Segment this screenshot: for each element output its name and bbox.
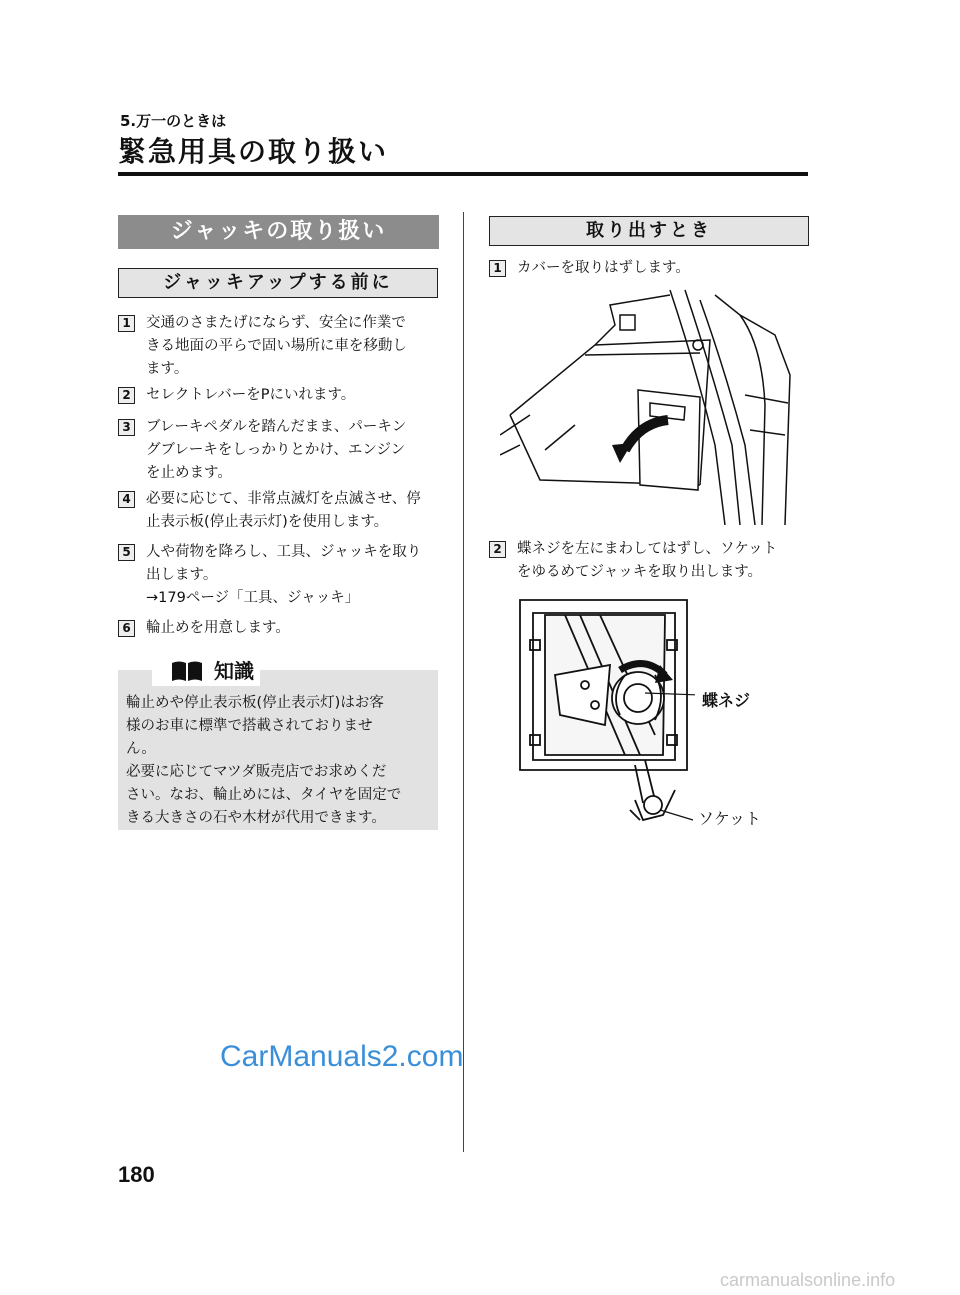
right-step-1 — [489, 257, 819, 280]
left-subheading: ジャッキアップする前に — [118, 268, 438, 298]
right-step-2 — [489, 538, 819, 584]
section-banner: ジャッキの取り扱い — [118, 215, 439, 249]
step-number: 5 — [118, 544, 135, 561]
step-number: 1 — [118, 315, 135, 332]
watermark: CarManuals2.com — [220, 1040, 464, 1073]
left-step-5 — [118, 541, 448, 610]
chapter-label: 5.万一のときは — [120, 112, 227, 130]
wing-bolt-label: 蝶ネジ — [702, 691, 751, 710]
left-step-4 — [118, 488, 448, 534]
step-number: 6 — [118, 620, 135, 637]
step-text: ブレーキペダルを踏んだまま、パーキン グブレーキをしっかりとかけ、エンジン を止めます。 — [146, 419, 407, 481]
knowledge-title: 知識 — [214, 659, 254, 683]
step-number: 2 — [489, 541, 506, 558]
book-icon — [170, 659, 204, 683]
left-step-6 — [118, 617, 448, 640]
page-title: 緊急用具の取り扱い — [118, 135, 389, 168]
left-step-3 — [118, 416, 448, 485]
step-text: 輪止めを用意します。 — [146, 620, 290, 636]
step-number: 3 — [118, 419, 135, 436]
step-text: 交通のさまたげにならず、安全に作業で きる地面の平らで固い場所に車を移動し ます。 — [146, 315, 407, 377]
step-number: 1 — [489, 260, 506, 277]
cover-removal-illustration — [500, 285, 800, 530]
step-text: 蝶ネジを左にまわしてはずし、ソケット をゆるめてジャッキを取り出します。 — [517, 541, 778, 580]
step-text: セレクトレバーをPにいれます。 — [146, 387, 356, 403]
page-number: 180 — [118, 1162, 155, 1187]
title-rule — [118, 172, 808, 176]
footer-watermark: carmanualsonline.info — [720, 1270, 896, 1290]
step-text: 人や荷物を降ろし、工具、ジャッキを取り 出します。 →179ページ「工具、ジャッキ」 — [146, 544, 422, 606]
socket-label: ソケット — [698, 809, 762, 828]
jack-illustration — [515, 595, 695, 835]
step-number: 4 — [118, 491, 135, 508]
left-step-1 — [118, 312, 448, 381]
step-text: カバーを取りはずします。 — [517, 260, 690, 276]
knowledge-label — [152, 656, 260, 686]
left-step-2 — [118, 384, 448, 407]
right-subheading: 取り出すとき — [489, 216, 809, 246]
step-number: 2 — [118, 387, 135, 404]
column-divider — [463, 212, 464, 1152]
step-text: 必要に応じて、非常点滅灯を点滅させ、停 止表示板(停止表示灯)を使用します。 — [146, 491, 421, 530]
knowledge-text: 輪止めや停止表示板(停止表示灯)はお客 様のお車に標準で搭載されておりませ ん。 必要に応じてマツダ販売店でお求めくだ さい。なお、輪止めには、タイヤを固定で きる大きさの石や木材が代用できます。 — [126, 695, 402, 826]
